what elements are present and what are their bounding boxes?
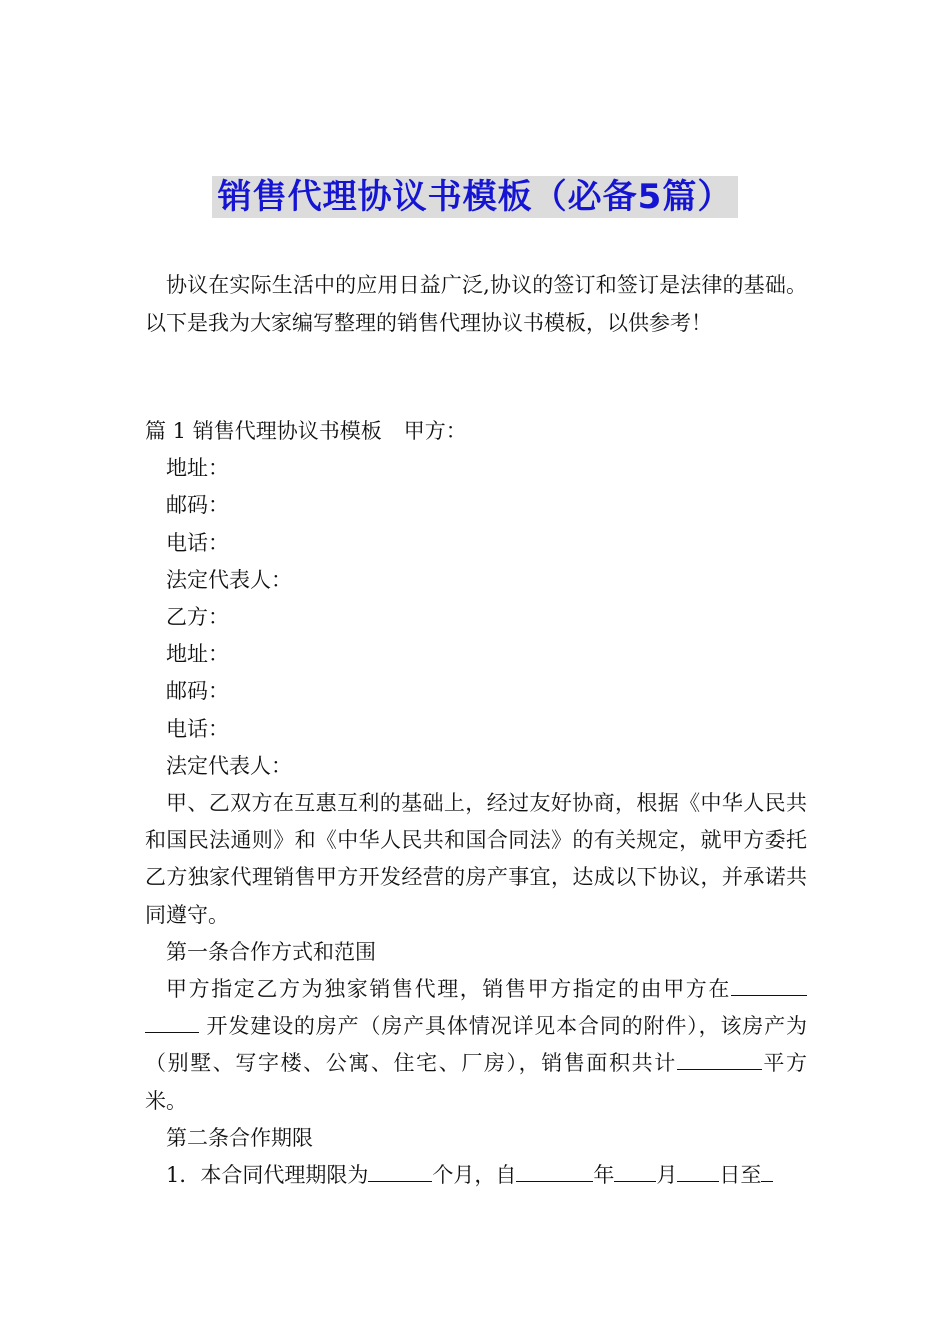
document-body bbox=[145, 413, 807, 1194]
blank-year bbox=[516, 1159, 593, 1182]
blank-month bbox=[614, 1159, 656, 1182]
party-b-legal-rep: 法定代表人： bbox=[166, 753, 292, 778]
article-1-text-part1: 甲方指定乙方为独家销售代理，销售甲方指定的由甲方在 bbox=[166, 977, 731, 1002]
party-b-address: 地址： bbox=[166, 642, 229, 667]
chapter-heading-line bbox=[145, 413, 807, 450]
party-a-legal-rep: 法定代表人： bbox=[166, 567, 292, 592]
party-a-phone: 电话： bbox=[166, 530, 229, 555]
article-2-heading: 第二条合作期限 bbox=[166, 1125, 313, 1150]
blank-end-date bbox=[761, 1159, 773, 1182]
unit-month-from: 个月，自 bbox=[432, 1163, 517, 1188]
preamble-paragraph: 甲、乙双方在互惠互利的基础上，经过友好协商，根据《中华人民共和国民法通则》和《中华人民共和国合同法》的有关规定，就甲方委托乙方独家代理销售甲方开发经营的房产事宜，达成以下协议，并承诺共同遵守。 bbox=[145, 791, 807, 927]
article-1-text-part2: 开发建设的房产（房产具体情况详见本合同的附件），该房产为（别墅、写字楼、公寓、住宅、厂房），销售面积共计 bbox=[145, 1014, 807, 1076]
chapter-label: 篇 1 销售代理协议书模板 bbox=[145, 419, 382, 443]
party-a-label: 甲方： bbox=[403, 419, 467, 443]
party-b-phone: 电话： bbox=[166, 716, 229, 741]
intro-paragraph: 协议在实际生活中的应用日益广泛,协议的签订和签订是法律的基础。以下是我为大家编写整理的销售代理协议书模板，以供参考！ bbox=[145, 273, 807, 335]
document-title: 销售代理协议书模板（必备5篇） bbox=[212, 176, 739, 218]
unit-month: 月 bbox=[656, 1163, 678, 1188]
party-b-label: 乙方： bbox=[166, 605, 229, 630]
blank-day bbox=[677, 1159, 719, 1182]
title-wrapper bbox=[0, 176, 950, 218]
article-1-heading: 第一条合作方式和范围 bbox=[166, 939, 376, 964]
blank-months bbox=[368, 1159, 432, 1182]
party-b-postcode: 邮码： bbox=[166, 679, 229, 704]
article-2-item-1 bbox=[145, 1157, 807, 1194]
party-a-postcode: 邮码： bbox=[166, 493, 229, 518]
unit-day-to: 日至 bbox=[719, 1163, 762, 1188]
blank-location bbox=[731, 973, 807, 996]
unit-year: 年 bbox=[593, 1163, 615, 1188]
blank-area-cont bbox=[753, 1047, 762, 1070]
blank-location-cont bbox=[145, 1010, 199, 1033]
blank-area bbox=[677, 1047, 753, 1070]
article-2-item-prefix: 1．本合同代理期限为 bbox=[166, 1163, 369, 1188]
article-1-text-part3: 平方米。 bbox=[145, 1051, 808, 1113]
article-1-text bbox=[145, 971, 807, 1120]
party-a-address: 地址： bbox=[166, 456, 229, 481]
